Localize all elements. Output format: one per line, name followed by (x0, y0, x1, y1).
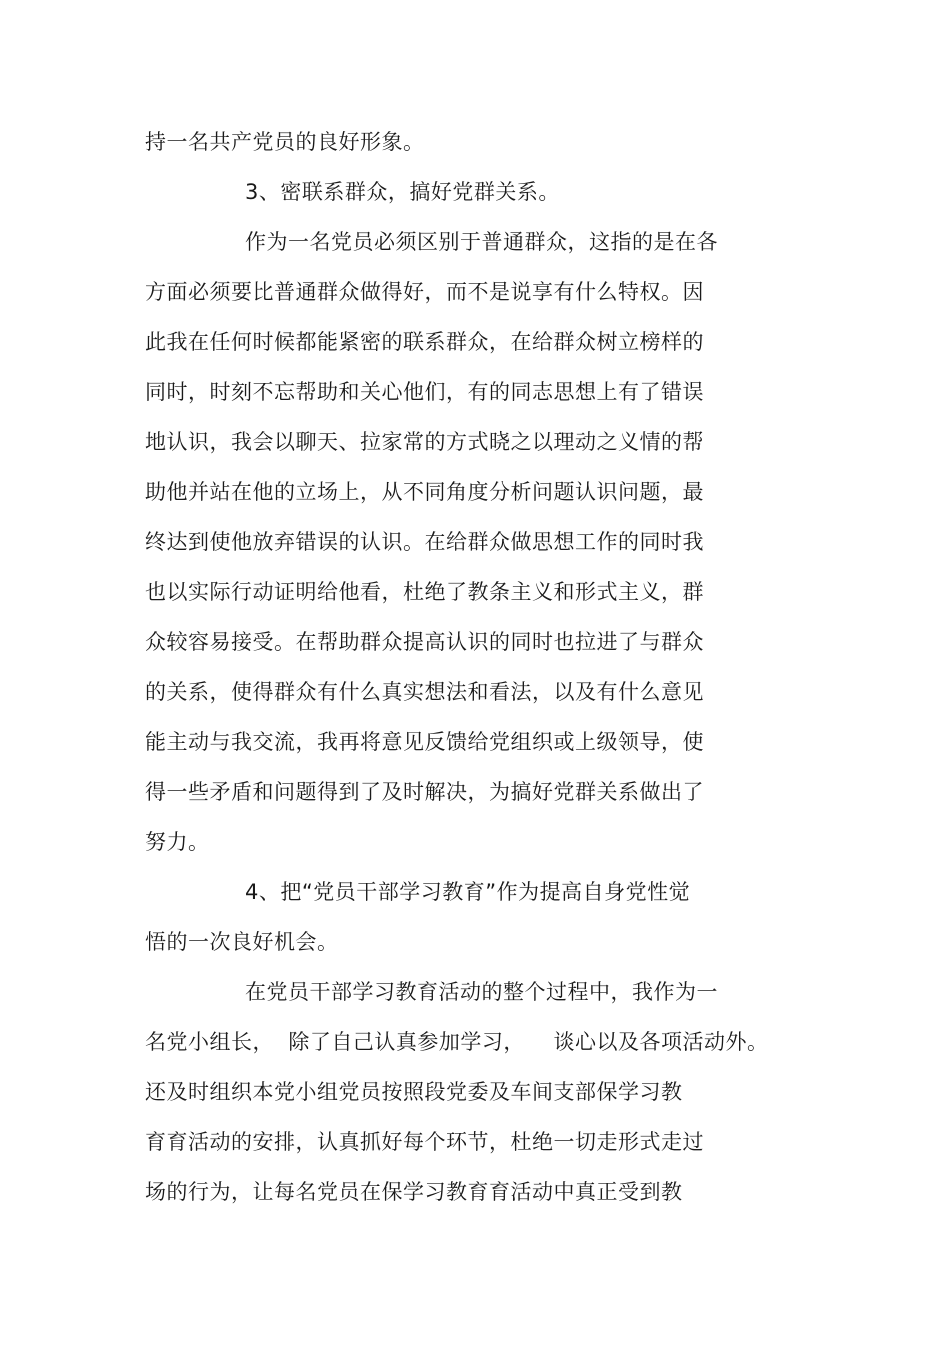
text-line: 能主动与我交流，我再将意见反馈给党组织或上级领导，使 (145, 730, 704, 754)
section-heading-4: 4、把“党员干部学习教育”作为提高自身党性觉 (245, 880, 691, 904)
text-line: 名党小组长， 除了自己认真参加学习， 谈心以及各项活动外。 (145, 1030, 769, 1054)
section-heading-3: 3、密联系群众，搞好党群关系。 (245, 180, 560, 204)
text-line: 得一些矛盾和问题得到了及时解决，为搞好党群关系做出了 (145, 780, 704, 804)
text-line: 持一名共产党员的良好形象。 (145, 130, 425, 154)
text-line: 此我在任何时候都能紧密的联系群众，在给群众树立榜样的 (145, 330, 704, 354)
text-line: 作为一名党员必须区别于普通群众，这指的是在各 (245, 230, 718, 254)
text-line: 还及时组织本党小组党员按照段党委及车间支部保学习教 (145, 1080, 683, 1104)
text-line: 场的行为，让每名党员在保学习教育育活动中真正受到教 (145, 1180, 683, 1204)
text-line: 助他并站在他的立场上，从不同角度分析问题认识问题，最 (145, 480, 704, 504)
text-line: 也以实际行动证明给他看，杜绝了教条主义和形式主义，群 (145, 580, 704, 604)
text-line: 育育活动的安排，认真抓好每个环节，杜绝一切走形式走过 (145, 1130, 704, 1154)
text-line: 地认识，我会以聊天、拉家常的方式晓之以理动之义情的帮 (145, 430, 704, 454)
text-line: 在党员干部学习教育活动的整个过程中，我作为一 (245, 980, 718, 1004)
text-line: 方面必须要比普通群众做得好，而不是说享有什么特权。因 (145, 280, 704, 304)
text-line: 终达到使他放弃错误的认识。在给群众做思想工作的同时我 (145, 530, 704, 554)
text-line: 众较容易接受。在帮助群众提高认识的同时也拉进了与群众 (145, 630, 704, 654)
text-line: 努力。 (145, 830, 210, 854)
text-line: 同时，时刻不忘帮助和关心他们，有的同志思想上有了错误 (145, 380, 704, 404)
text-line: 悟的一次良好机会。 (145, 930, 339, 954)
text-line: 的关系，使得群众有什么真实想法和看法，以及有什么意见 (145, 680, 704, 704)
